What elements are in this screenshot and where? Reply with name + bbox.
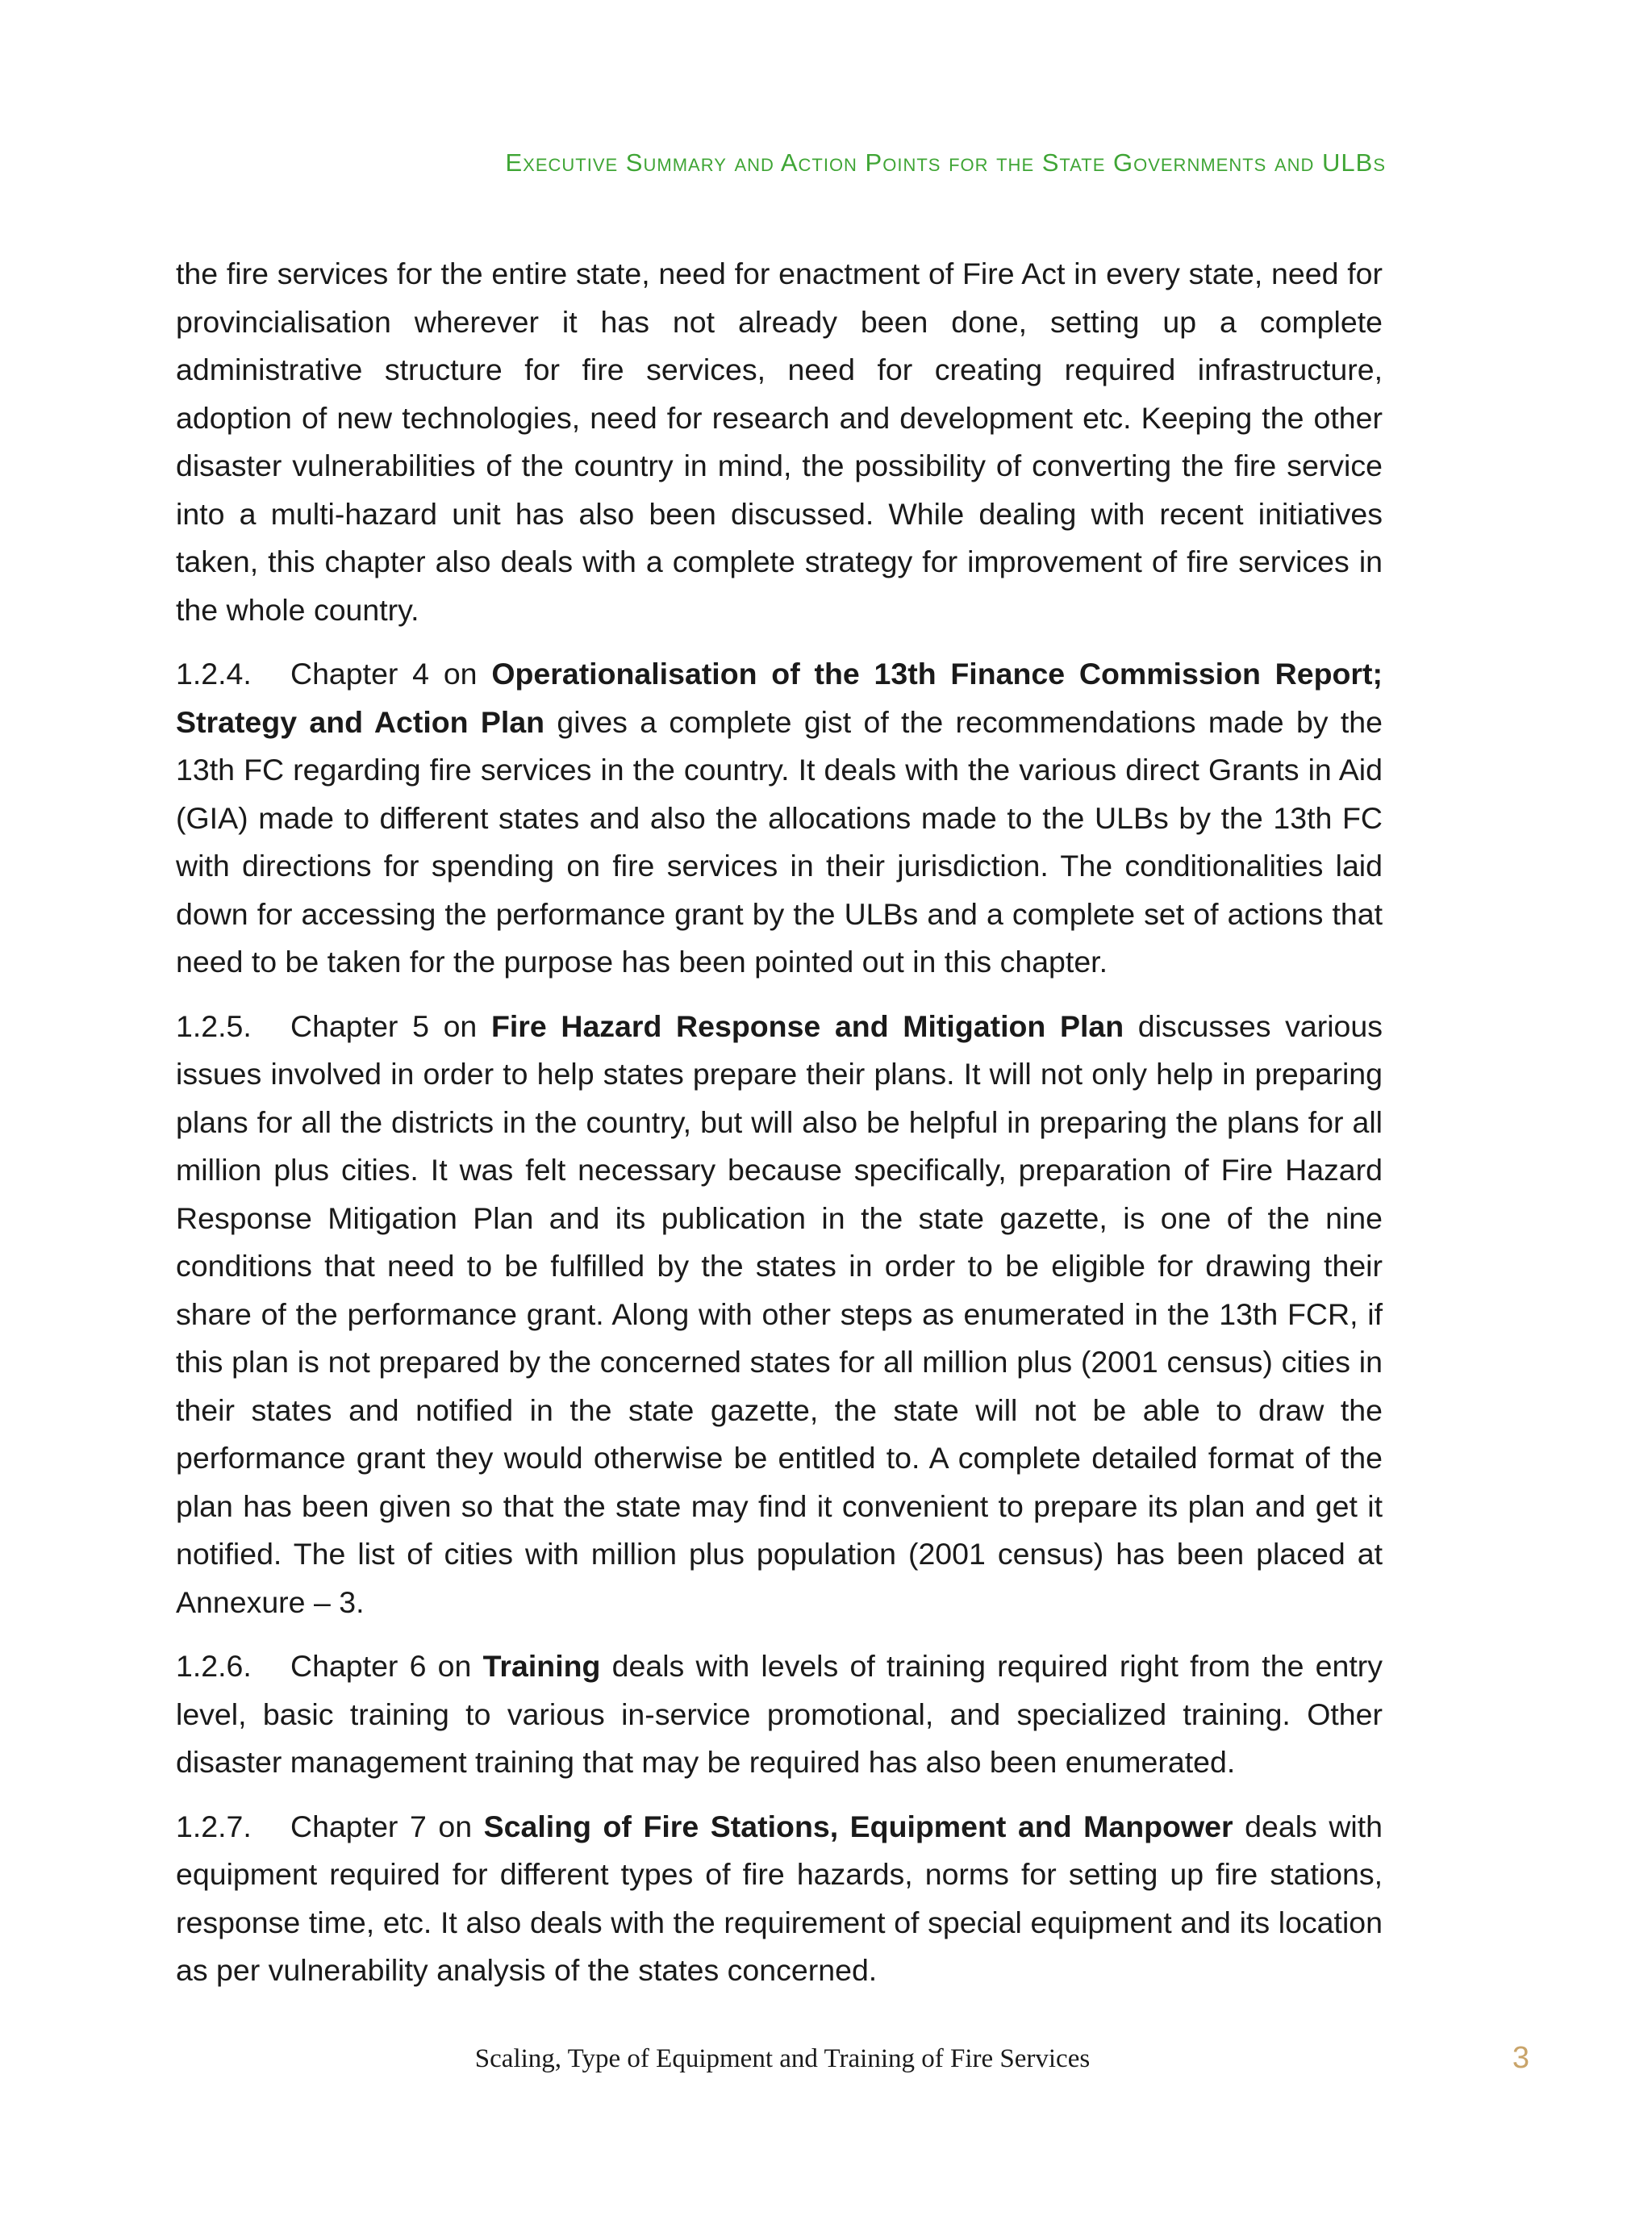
section-bold-title: Scaling of Fire Stations, Equipment and Manpower [483, 1809, 1233, 1843]
section-lead: Chapter 4 on [290, 657, 492, 691]
section-1-2-5 [176, 1003, 1383, 1627]
section-bold-title: Fire Hazard Response and Mitigation Plan [490, 1008, 1124, 1043]
section-text: gives a complete gist of the recommendations made by the 13th FC regarding fire services in the country. It deals with the various direct Grants in Aid (GIA) made to different states and also the allocations made to the ULBs by the 13th FC with directions for spending on fire services in their jurisdiction. The conditionalities laid down for accessing the performance grant by the ULBs and a complete set of actions that need to be taken for the purpose has been pointed out in this chapter. [176, 704, 1383, 979]
section-text: deals with equipment required for different types of fire hazards, norms for setting up fire stations, response time, etc. It also deals with the requirement of special equipment and its location as per vulnerability analysis of the states concerned. [176, 1809, 1383, 1987]
section-text: discusses various issues involved in order to help states prepare their plans. It will not only help in preparing plans for all the districts in the country, but will also be helpful in preparing the plans for all million plus cities. It was felt necessary because specifically, preparation of Fire Hazard Response Mitigation Plan and its publication in the state gazette, is one of the nine conditions that need to be fulfilled by the states in order to be eligible for drawing their share of the performance grant. Along with other steps as enumerated in the 13th FCR, if this plan is not prepared by the concerned states for all million plus (2001 census) cities in their states and notified in the state gazette, the state will not be able to draw the performance grant they would otherwise be entitled to. A complete detailed format of the plan has been given so that the state may find it convenient to prepare its plan and get it notified. The list of cities with million plus population (2001 census) has been placed at Annexure – 3. [176, 1008, 1383, 1619]
page-number: 3 [1512, 2041, 1529, 2075]
intro-paragraph: the fire services for the entire state, need for enactment of Fire Act in every state, need for provincialisation wherever it has not already been done, setting up a complete administrative structure for fire services, need for creating required infrastructure, adoption of new technologies, need for research and development etc. Keeping the other disaster vulnerabilities of the country in mind, the possibility of converting the fire service into a multi-hazard unit has also been discussed. While dealing with recent initiatives taken, this chapter also deals with a complete strategy for improvement of fire services in the whole country. [176, 257, 1383, 627]
section-1-2-6 [176, 1642, 1383, 1787]
footer-title: Scaling, Type of Equipment and Training of Fire Services [474, 2044, 1091, 2073]
section-lead: Chapter 6 on [290, 1649, 483, 1683]
section-number: 1.2.5. [176, 1008, 252, 1043]
section-lead: Chapter 7 on [290, 1809, 484, 1843]
section-number: 1.2.7. [176, 1809, 252, 1843]
document-body [176, 250, 1383, 2011]
section-bold-title: Operationalisation of the 13th Finance Commission Report; Strategy and Action Plan [176, 657, 1383, 739]
section-1-2-7 [176, 1803, 1383, 1995]
section-bold-title: Training [482, 1649, 601, 1683]
section-text: deals with levels of training required right from the entry level, basic training to various in-service promotional, and specialized training. Other disaster management training that may be required has also been enumerated. [176, 1649, 1383, 1779]
section-1-2-4 [176, 650, 1383, 987]
section-lead: Chapter 5 on [290, 1008, 491, 1043]
running-header: Executive Summary and Action Points for the State Governments and ULBs [505, 148, 1386, 177]
section-number: 1.2.6. [176, 1649, 252, 1683]
section-number: 1.2.4. [176, 657, 252, 691]
